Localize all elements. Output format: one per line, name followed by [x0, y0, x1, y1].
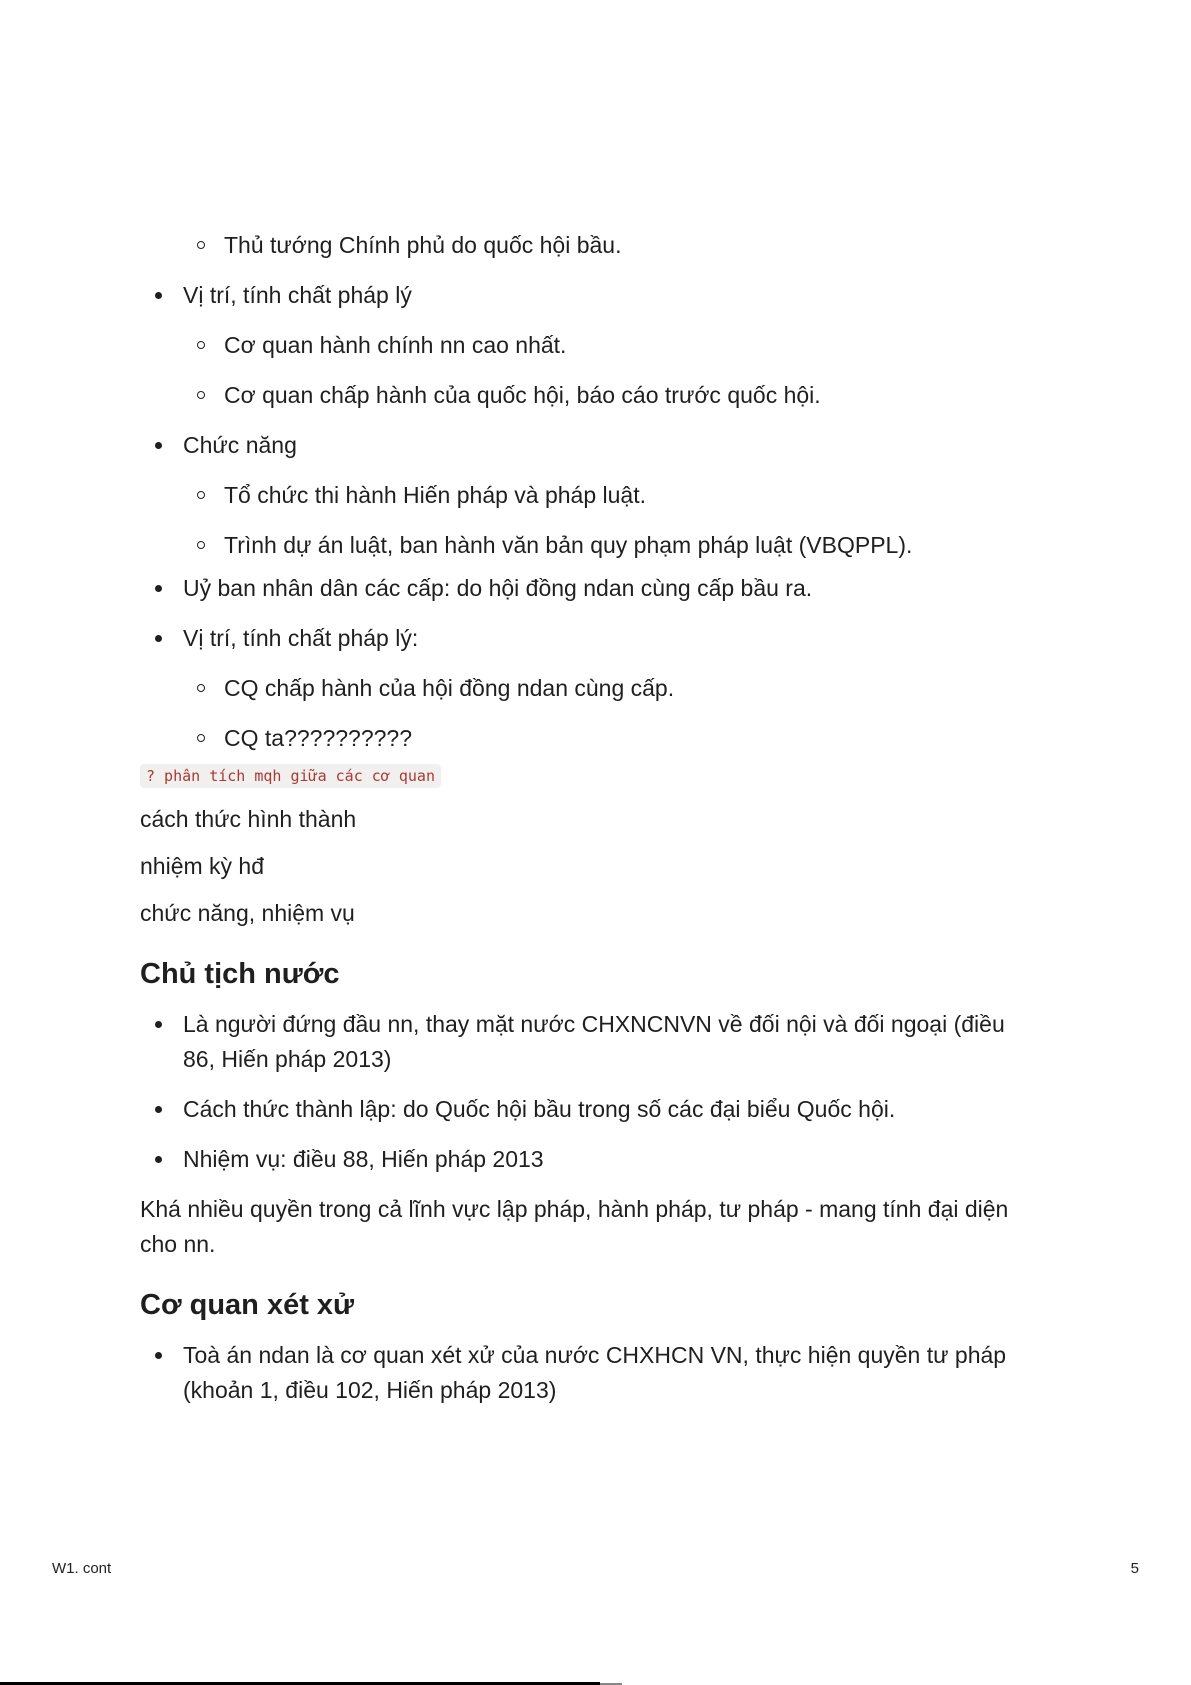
list-item: Uỷ ban nhân dân các cấp: do hội đồng ndan cùng cấp bầu ra.	[140, 571, 1040, 606]
bullet-icon	[155, 292, 162, 299]
note-paragraph: chức năng, nhiệm vụ	[140, 900, 355, 926]
list-item: Thủ tướng Chính phủ do quốc hội bầu.	[140, 228, 1040, 263]
inline-code-note: ? phân tích mqh giữa các cơ quan	[140, 764, 441, 788]
bullet-list-chu-tich-nuoc	[140, 1007, 1020, 1177]
hollow-bullet-icon	[197, 541, 205, 549]
list-item: Cơ quan chấp hành của quốc hội, báo cáo trước quốc hội.	[140, 378, 1040, 413]
list-item: Toà án ndan là cơ quan xét xử của nước CHXHCN VN, thực hiện quyền tư pháp (khoản 1, điều 102, Hiến pháp 2013)	[140, 1338, 1020, 1408]
section-heading-co-quan-xet-xu: Cơ quan xét xử	[140, 1289, 355, 1321]
list-item: CQ ta??????????	[140, 721, 1040, 756]
footer-page-number: 5	[1130, 1560, 1139, 1577]
bullet-icon	[155, 442, 162, 449]
bullet-icon	[155, 1156, 162, 1163]
bullet-list-co-quan-xet-xu	[140, 1338, 1020, 1408]
list-item: CQ chấp hành của hội đồng ndan cùng cấp.	[140, 671, 1040, 706]
hollow-bullet-icon	[197, 684, 205, 692]
bullet-icon	[155, 585, 162, 592]
list-item: Chức năng	[140, 428, 1040, 463]
list-item: Cách thức thành lập: do Quốc hội bầu trong số các đại biểu Quốc hội.	[140, 1092, 1020, 1127]
list-item: Nhiệm vụ: điều 88, Hiến pháp 2013	[140, 1142, 1020, 1177]
footer-document-title: W1. cont	[52, 1560, 112, 1577]
note-paragraph: nhiệm kỳ hđ	[140, 853, 265, 879]
bullet-icon	[155, 635, 162, 642]
list-item: Vị trí, tính chất pháp lý	[140, 278, 1040, 313]
list-item: Vị trí, tính chất pháp lý:	[140, 621, 1040, 656]
bullet-icon	[155, 1021, 162, 1028]
list-item: Là người đứng đầu nn, thay mặt nước CHXNCNVN về đối nội và đối ngoại (điều 86, Hiến pháp 2013)	[140, 1007, 1020, 1077]
bullet-icon	[155, 1352, 162, 1359]
hollow-bullet-icon	[197, 734, 205, 742]
body-paragraph: Khá nhiều quyền trong cả lĩnh vực lập pháp, hành pháp, tư pháp - mang tính đại diện cho nn.	[140, 1196, 1009, 1257]
hollow-bullet-icon	[197, 391, 205, 399]
hollow-bullet-icon	[197, 491, 205, 499]
hollow-bullet-icon	[197, 341, 205, 349]
list-item: Trình dự án luật, ban hành văn bản quy phạm pháp luật (VBQPPL).	[140, 528, 1040, 563]
note-paragraph: cách thức hình thành	[140, 806, 357, 832]
hollow-bullet-icon	[197, 241, 205, 249]
section-heading-chu-tich-nuoc: Chủ tịch nước	[140, 958, 340, 990]
document-body	[140, 228, 1040, 1423]
list-item: Cơ quan hành chính nn cao nhất.	[140, 328, 1040, 363]
list-item: Tổ chức thi hành Hiến pháp và pháp luật.	[140, 478, 1040, 513]
bullet-icon	[155, 1106, 162, 1113]
bullet-list-government	[140, 228, 1040, 756]
